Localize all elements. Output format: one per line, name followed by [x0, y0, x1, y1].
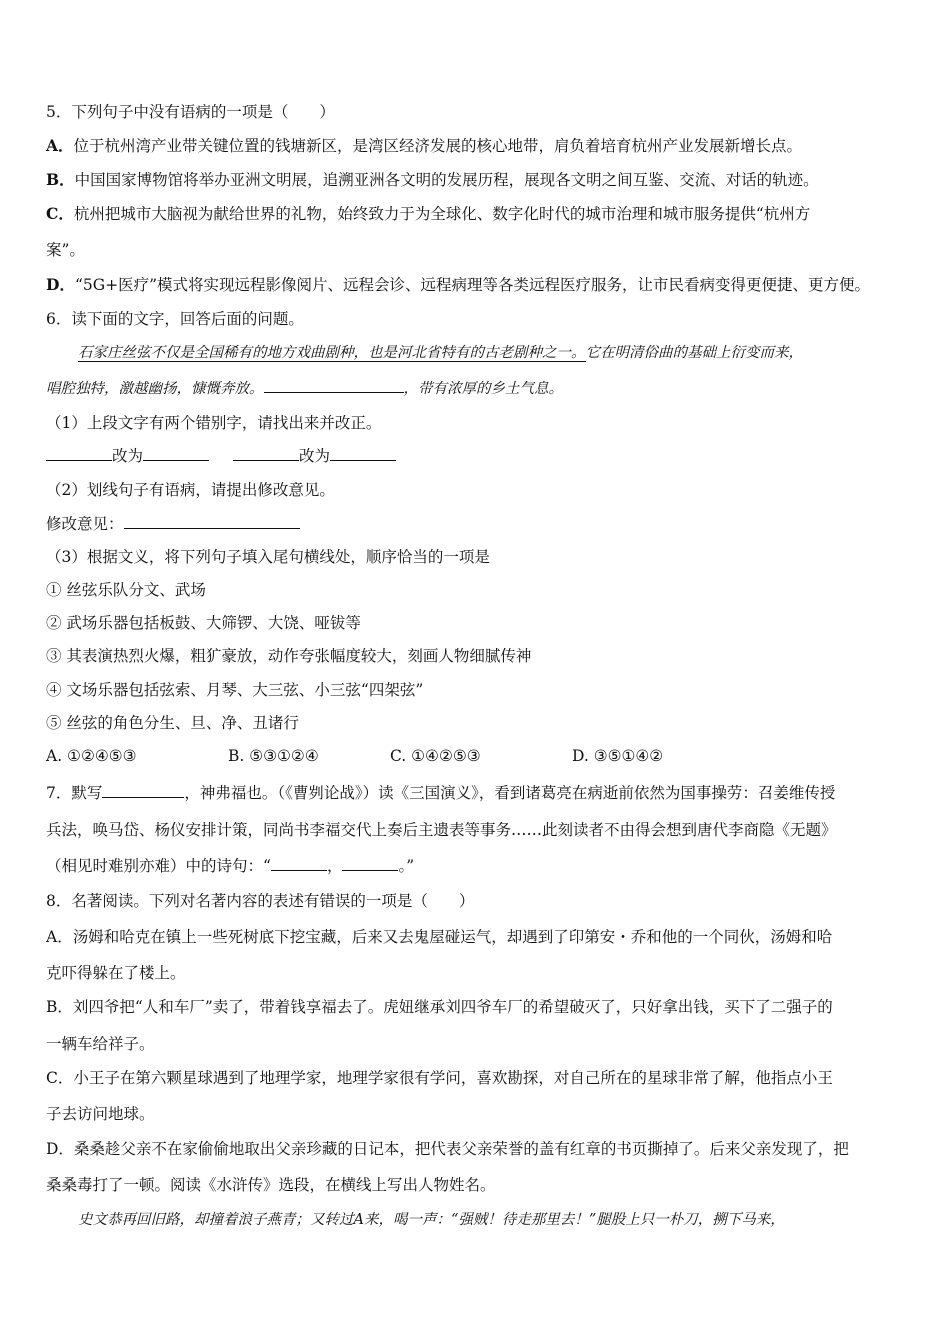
q7-l1-end: ，神弗福也。（《曹刿论战》）读《三国演义》，看到诸葛亮在病逝前依然为国事操劳：召姜维传授: [184, 784, 836, 802]
q8-stem: 8．名著阅读。下列对名著内容的表述有错误的一项是（ ）: [46, 892, 475, 910]
q6-sub1: （1）上段文字有两个错别字，请找出来并改正。: [46, 414, 382, 432]
revision-blank[interactable]: [124, 514, 300, 529]
q6-option-d: D. ③⑤①④②: [572, 747, 664, 765]
q6-item-4: ④ 文场乐器包括弦索、月琴、大三弦、小三弦“四架弦”: [46, 681, 424, 699]
q6-passage2-end: ，带有浓厚的乡土气息。: [403, 381, 563, 397]
q6-underlined-sentence: 石家庄丝弦不仅是全国稀有的地方戏曲剧种，也是河北省特有的古老剧种之一。: [78, 345, 586, 361]
change-to-2: 改为: [299, 447, 331, 465]
correction-blank-2[interactable]: [330, 446, 396, 461]
q6-item-2: ② 武场乐器包括板鼓、大筛锣、大饶、哑钹等: [46, 614, 361, 632]
q8-option-d: D．桑桑趁父亲不在家偷偷地取出父亲珍藏的日记本，把代表父亲荣誉的盖有红章的书页撕掉了。后来父亲发现了，把: [46, 1140, 849, 1158]
q8-option-c: C．小王子在第六颗星球遇到了地理学家，地理学家很有学问，喜欢勘探，对自己所在的星球非常了解，他指点小王: [46, 1069, 833, 1087]
q7-line2: 兵法，唤马岱、杨仪安排计策，同尚书李福交代上奏后主遗表等事务……此刻读者不由得会想到唐代李商隐《无题》: [46, 821, 837, 839]
q5-option-a: [46, 136, 802, 156]
typo-blank-2[interactable]: [233, 446, 299, 461]
q6-item-3: ③ 其表演热烈火爆，粗犷豪放，动作夸张幅度较大，刻画人物细腻传神: [46, 647, 532, 665]
q5-stem: 5．下列句子中没有语病的一项是（ ）: [46, 103, 335, 121]
q8-option-a-cont: 克吓得躲在了楼上。: [46, 964, 186, 982]
excerpt-line1: 史文恭再回旧路，却撞着浪子燕青；又转过A来，喝一声：“强贼！待走那里去！”腿股上只一朴刀，搠下马来，: [78, 1212, 785, 1228]
q7-blank-1[interactable]: [102, 783, 184, 798]
q5-c-label: C．: [46, 204, 74, 223]
change-to-1: 改为: [112, 447, 144, 465]
q5-b-text: 中国国家博物馆将举办亚洲文明展，追溯亚洲各文明的发展历程，展现各文明之间互鉴、交流、对话的轨迹。: [74, 171, 819, 189]
q6-passage-line1: [78, 343, 803, 363]
q6-correction-line: [46, 446, 396, 466]
q5-option-d: [46, 275, 870, 295]
q8-option-b-cont: 一辆车给祥子。: [46, 1035, 155, 1053]
q5-option-b: [46, 170, 819, 190]
q8-option-a: A．汤姆和哈克在镇上一些死树底下挖宝藏，后来又去鬼屋碰运气，却遇到了印第安・乔和他的一个同伙，汤姆和哈: [46, 928, 833, 946]
q5-option-c: [46, 204, 810, 224]
q8-option-c-cont: 子去访问地球。: [46, 1105, 155, 1123]
q5-d-label: D．: [46, 275, 75, 294]
q5-a-text: 位于杭州湾产业带关键位置的钱塘新区，是湾区经济发展的核心地带，肩负着培育杭州产业发展新增长点。: [73, 137, 803, 155]
typo-blank-1[interactable]: [46, 446, 112, 461]
q6-item-1: ① 丝弦乐队分文、武场: [46, 581, 206, 599]
q5-c-text: 杭州把城市大脑视为献给世界的礼物，始终致力于为全球化、数字化时代的城市治理和城市服务提供“杭州方: [73, 205, 811, 223]
q6-sub3: （3）根据文义，将下列句子填入尾句横线处，顺序恰当的一项是: [46, 548, 490, 566]
q7-blank-2[interactable]: [271, 856, 327, 871]
q6-option-c: C. ①④②⑤③: [390, 747, 481, 765]
q6-passage-line2: [46, 378, 563, 399]
q7-l3-end: 。”: [398, 857, 415, 875]
q6-passage2-start: 唱腔独特，激越幽扬，慷慨奔放。: [46, 381, 264, 397]
q6-item-5: ⑤ 丝弦的角色分生、旦、净、丑诸行: [46, 714, 299, 732]
q8-option-d-cont: 桑桑毒打了一顿。阅读《水浒传》选段，在横线上写出人物姓名。: [46, 1176, 496, 1194]
q6-passage-rest: 它在明清俗曲的基础上衍变而来，: [585, 345, 803, 361]
q5-b-label: B．: [46, 170, 75, 189]
correction-blank-1[interactable]: [143, 446, 209, 461]
q6-sub2: （2）划线句子有语病，请提出修改意见。: [46, 481, 335, 499]
q7-l3-start: （相见时难别亦难）中的诗句：“: [46, 857, 271, 875]
q7-line1: [46, 783, 835, 803]
q7-start: 7．默写: [46, 784, 103, 802]
q5-d-text: “5G+医疗”模式将实现远程影像阅片、远程会诊、远程病理等各类远程医疗服务，让市民看病变得更便捷、更方便。: [74, 276, 871, 294]
q6-revision-line: [46, 514, 300, 534]
q5-option-c-cont: 案”。: [46, 241, 85, 259]
q8-option-b: B．刘四爷把“人和车厂”卖了，带着钱享福去了。虎妞继承刘四爷车厂的希望破灭了，只好拿出钱，买下了二强子的: [46, 998, 833, 1016]
q6-option-b: B. ⑤③①②④: [228, 747, 319, 765]
revision-label: 修改意见：: [46, 515, 124, 533]
q7-blank-3[interactable]: [342, 856, 398, 871]
q7-l3-mid: ，: [326, 857, 343, 875]
q6-option-a: A. ①②④⑤③: [46, 747, 137, 765]
q5-a-label: A．: [46, 136, 74, 155]
q6-passage-blank[interactable]: [264, 378, 404, 393]
q6-stem: 6．读下面的文字，回答后面的问题。: [46, 310, 304, 328]
q7-line3: [46, 856, 414, 876]
q6-options: [46, 746, 663, 766]
